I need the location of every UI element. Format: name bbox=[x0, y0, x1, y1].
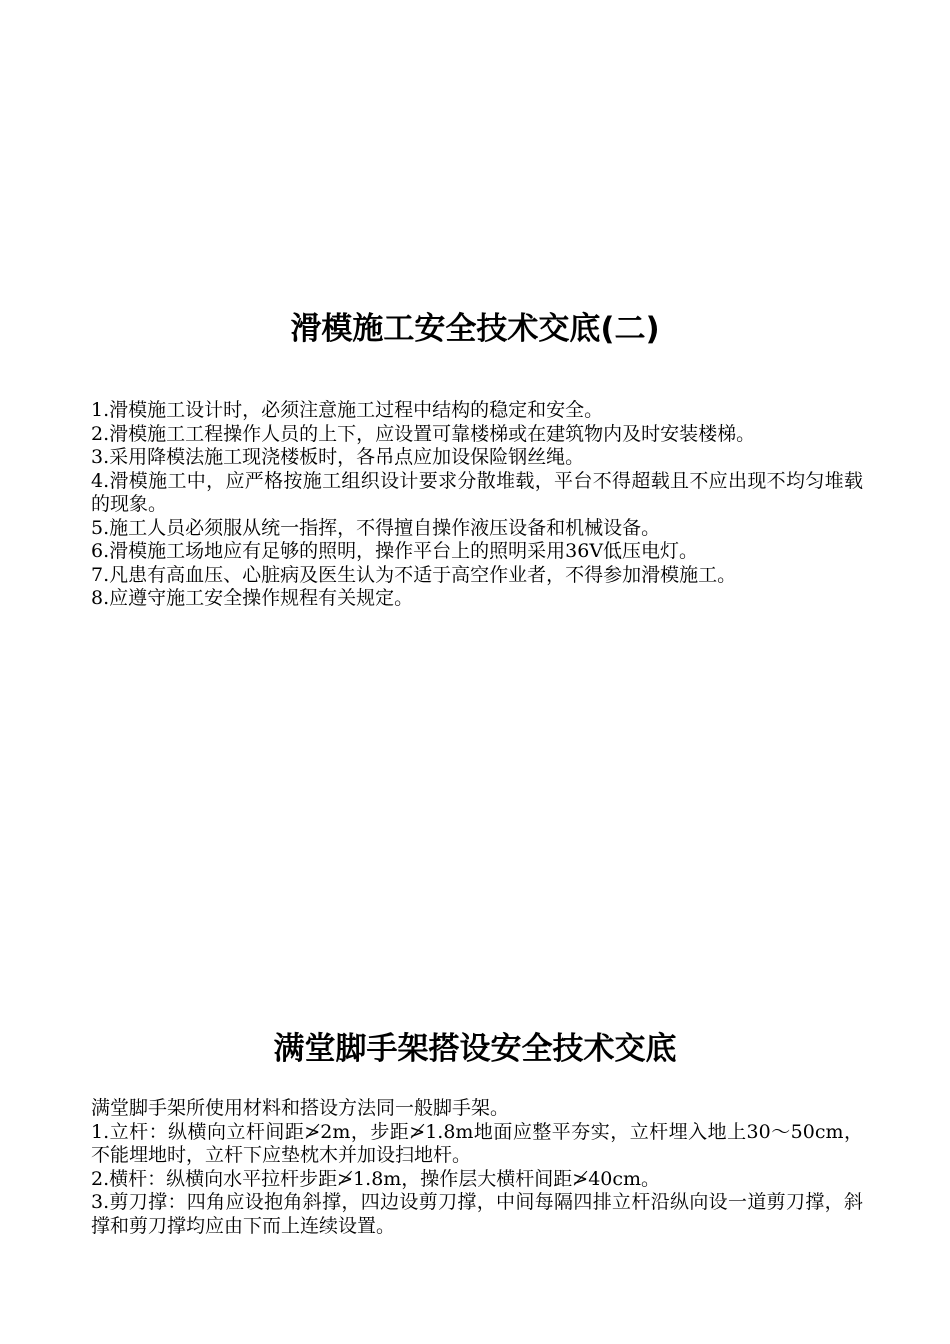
item-number: 1. bbox=[91, 399, 110, 421]
section2-intro: 满堂脚手架所使用材料和搭设方法同一般脚手架。 bbox=[91, 1097, 510, 1119]
item-text: 横杆：纵横向水平拉杆步距≯1.8m，操作层大横杆间距≯40cm。 bbox=[109, 1167, 661, 1190]
item-number: 4. bbox=[91, 469, 110, 492]
item-number: 6. bbox=[91, 540, 110, 562]
item-number: 2. bbox=[91, 1167, 110, 1190]
item-number: 5. bbox=[91, 516, 110, 539]
item-text: 滑模施工设计时，必须注意施工过程中结构的稳定和安全。 bbox=[109, 399, 604, 421]
section2-body bbox=[91, 1097, 863, 1238]
list-item bbox=[91, 587, 863, 611]
item-text: 滑模施工工程操作人员的上下，应设置可靠楼梯或在建筑物内及时安装楼梯。 bbox=[109, 422, 756, 445]
list-item bbox=[91, 517, 863, 541]
list-item bbox=[91, 1121, 863, 1168]
item-number: 3. bbox=[91, 446, 110, 468]
item-number: 8. bbox=[91, 587, 110, 609]
item-text: 剪刀撑：四角应设抱角斜撑，四边设剪刀撑，中间每隔四排立杆沿纵向设一道剪刀撑，斜撑和剪刀撑均应由下而上连续设置。 bbox=[91, 1191, 863, 1237]
item-text: 滑模施工场地应有足够的照明，操作平台上的照明采用36V低压电灯。 bbox=[109, 540, 699, 562]
item-text: 立杆：纵横向立杆间距≯2m，步距≯1.8m地面应整平夯实，立杆埋入地上30～50cm，不能埋地时，立杆下应垫枕木并加设扫地杆。 bbox=[91, 1120, 863, 1166]
list-item bbox=[91, 1191, 863, 1238]
list-item bbox=[91, 540, 863, 564]
list-item bbox=[91, 470, 863, 517]
list-item bbox=[91, 1168, 863, 1192]
item-number: 2. bbox=[91, 422, 110, 445]
item-number: 3. bbox=[91, 1191, 110, 1213]
list-item bbox=[91, 423, 863, 447]
section2-title: 满堂脚手架搭设安全技术交底 bbox=[273, 1031, 677, 1067]
item-text: 滑模施工中，应严格按施工组织设计要求分散堆载，平台不得超载且不应出现不均匀堆载的现象。 bbox=[91, 469, 863, 515]
list-item bbox=[91, 399, 863, 423]
item-text: 凡患有高血压、心脏病及医生认为不适于高空作业者，不得参加滑模施工。 bbox=[109, 563, 737, 586]
item-text: 应遵守施工安全操作规程有关规定。 bbox=[109, 587, 414, 609]
list-item bbox=[91, 564, 863, 588]
item-text: 采用降模法施工现浇楼板时，各吊点应加设保险钢丝绳。 bbox=[109, 446, 585, 468]
item-number: 1. bbox=[91, 1120, 110, 1143]
item-number: 7. bbox=[91, 563, 110, 586]
list-item bbox=[91, 446, 863, 470]
section1-body bbox=[91, 399, 863, 611]
section1-title: 滑模施工安全技术交底(二) bbox=[290, 311, 660, 347]
item-text: 施工人员必须服从统一指挥，不得擅自操作液压设备和机械设备。 bbox=[109, 516, 661, 539]
